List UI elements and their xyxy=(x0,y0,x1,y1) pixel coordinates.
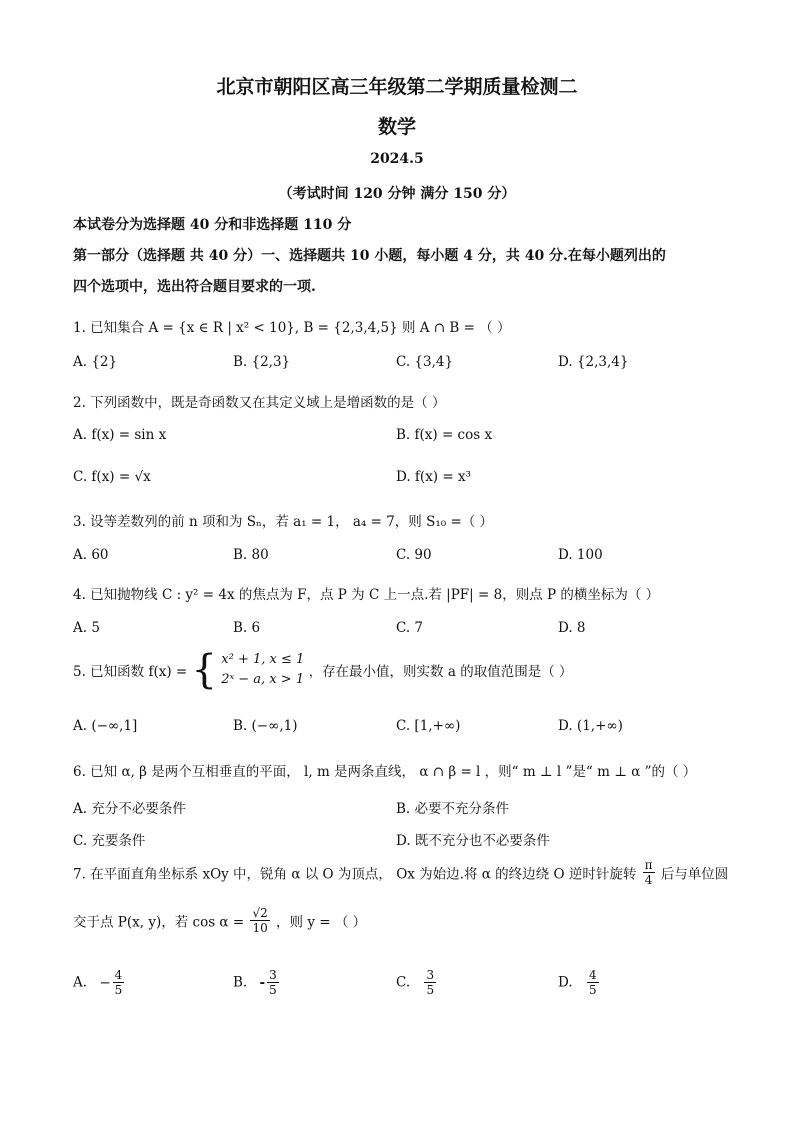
question-1-option-d: D. {2,3,4} xyxy=(558,354,629,370)
fraction-denominator: 5 xyxy=(114,983,123,997)
fraction-numerator: 3 xyxy=(426,968,435,982)
question-1-option-a: A. {2} xyxy=(73,354,118,370)
question-5-option-b: B. (−∞,1) xyxy=(233,718,298,734)
left-brace-icon: { xyxy=(191,647,217,693)
question-1-stem: 1. 已知集合 A = {x ∈ R | x² < 10}, B = {2,3,4,5} 则 A ∩ B = （ ） xyxy=(73,320,511,336)
piecewise-case-1: x² + 1, x ≤ 1 xyxy=(221,652,305,667)
question-4-stem: 4. 已知抛物线 C : y² = 4x 的焦点为 F，点 P 为 C 上一点.若 |PF| = 8，则点 P 的横坐标为（ ） xyxy=(73,587,660,603)
question-6-option-d: D. 既不充分也不必要条件 xyxy=(396,833,550,849)
question-3-option-a: A. 60 xyxy=(73,547,109,563)
question-6-option-b: B. 必要不充分条件 xyxy=(396,801,510,817)
question-7-line1-b: 后与单位圆 xyxy=(660,866,729,883)
question-2-option-c: C. f(x) = √x xyxy=(73,469,151,485)
question-5-stem-prefix: 5. 已知函数 f(x) = xyxy=(73,664,188,680)
question-6-option-c: C. 充要条件 xyxy=(73,833,146,849)
question-5-option-d: D. (1,+∞) xyxy=(558,718,623,734)
question-6-option-a: A. 充分不必要条件 xyxy=(73,801,186,817)
question-4-option-c: C. 7 xyxy=(396,620,424,636)
question-5-stem-suffix: ，存在最小值，则实数 a 的取值范围是（ ） xyxy=(308,664,573,680)
question-7-option-a xyxy=(73,968,126,997)
question-5-option-c: C. [1,+∞) xyxy=(396,718,461,734)
question-2-stem: 2. 下列函数中，既是奇函数又在其定义域上是增函数的是（ ） xyxy=(73,395,446,411)
fraction-denominator: 4 xyxy=(644,873,653,887)
question-4-option-d: D. 8 xyxy=(558,620,586,636)
option-sign: - xyxy=(259,974,266,991)
question-2-option-a: A. f(x) = sin x xyxy=(73,427,167,443)
question-5-stem xyxy=(73,647,573,693)
fraction-denominator: 5 xyxy=(588,983,597,997)
question-7-line2-b: ，则 y = （ ） xyxy=(276,914,367,931)
question-4-option-a: A. 5 xyxy=(73,620,100,636)
question-3-option-d: D. 100 xyxy=(558,547,603,563)
paper-note: 本试卷分为选择题 40 分和非选择题 110 分 xyxy=(73,217,352,233)
question-7-option-b xyxy=(233,968,281,997)
piecewise-cases xyxy=(221,650,304,690)
exam-info: （考试时间 120 分钟 满分 150 分） xyxy=(278,186,516,202)
question-4-option-b: B. 6 xyxy=(233,620,261,636)
option-fraction xyxy=(424,968,436,997)
question-5-option-a: A. (−∞,1] xyxy=(73,718,138,734)
question-2-option-b: B. f(x) = cos x xyxy=(396,427,493,443)
option-fraction xyxy=(267,968,279,997)
question-1-option-c: C. {3,4} xyxy=(396,354,454,370)
question-3-stem: 3. 设等差数列的前 n 项和为 Sₙ，若 a₁ = 1， a₄ = 7，则 S₁₀ =（ ） xyxy=(73,514,494,530)
fraction-denominator: 10 xyxy=(252,921,268,935)
question-3-option-b: B. 80 xyxy=(233,547,269,563)
question-7-option-c xyxy=(396,968,438,997)
section1-line2: 四个选项中，选出符合题目要求的一项. xyxy=(73,279,316,295)
fraction-numerator: √2 xyxy=(252,906,268,920)
question-2-option-d: D. f(x) = x³ xyxy=(396,469,471,485)
piecewise-case-2: 2ˣ − a, x > 1 xyxy=(221,672,305,687)
fraction-numerator: 4 xyxy=(588,968,597,982)
question-7-line2-a: 交于点 P(x, y)，若 cos α = xyxy=(73,914,245,931)
option-fraction xyxy=(113,968,125,997)
option-label: D. xyxy=(558,974,573,991)
sqrt2-over-10-fraction xyxy=(250,906,269,935)
pi-over-4-fraction xyxy=(643,858,655,887)
question-7-option-d xyxy=(558,968,601,997)
question-7-stem-line1 xyxy=(73,858,728,887)
option-label: A. xyxy=(73,974,88,991)
fraction-numerator: π xyxy=(644,858,653,872)
fraction-numerator: 3 xyxy=(269,968,277,982)
question-3-option-c: C. 90 xyxy=(396,547,432,563)
option-label: C. xyxy=(396,974,411,991)
fraction-denominator: 5 xyxy=(426,983,435,997)
section1-line1: 第一部分（选择题 共 40 分）一、选择题共 10 小题，每小题 4 分，共 40 分.在每小题列出的 xyxy=(73,248,666,264)
question-7-stem-line2 xyxy=(73,906,366,935)
fraction-denominator: 5 xyxy=(269,983,277,997)
exam-subject: 数学 xyxy=(377,116,416,138)
option-sign: − xyxy=(99,974,111,991)
question-6-stem: 6. 已知 α, β 是两个互相垂直的平面， l, m 是两条直线， α ∩ β = l ，则“ m ⊥ l ”是“ m ⊥ α ”的（ ） xyxy=(73,764,697,780)
option-label: B. xyxy=(233,974,248,991)
fraction-numerator: 4 xyxy=(114,968,123,982)
question-1-option-b: B. {2,3} xyxy=(233,354,291,370)
exam-date: 2024.5 xyxy=(370,151,424,167)
question-7-line1-a: 7. 在平面直角坐标系 xOy 中，锐角 α 以 O 为顶点， Ox 为始边.将 α 的终边绕 O 逆时针旋转 xyxy=(73,866,637,883)
exam-title: 北京市朝阳区高三年级第二学期质量检测二 xyxy=(216,76,578,98)
option-fraction xyxy=(587,968,599,997)
